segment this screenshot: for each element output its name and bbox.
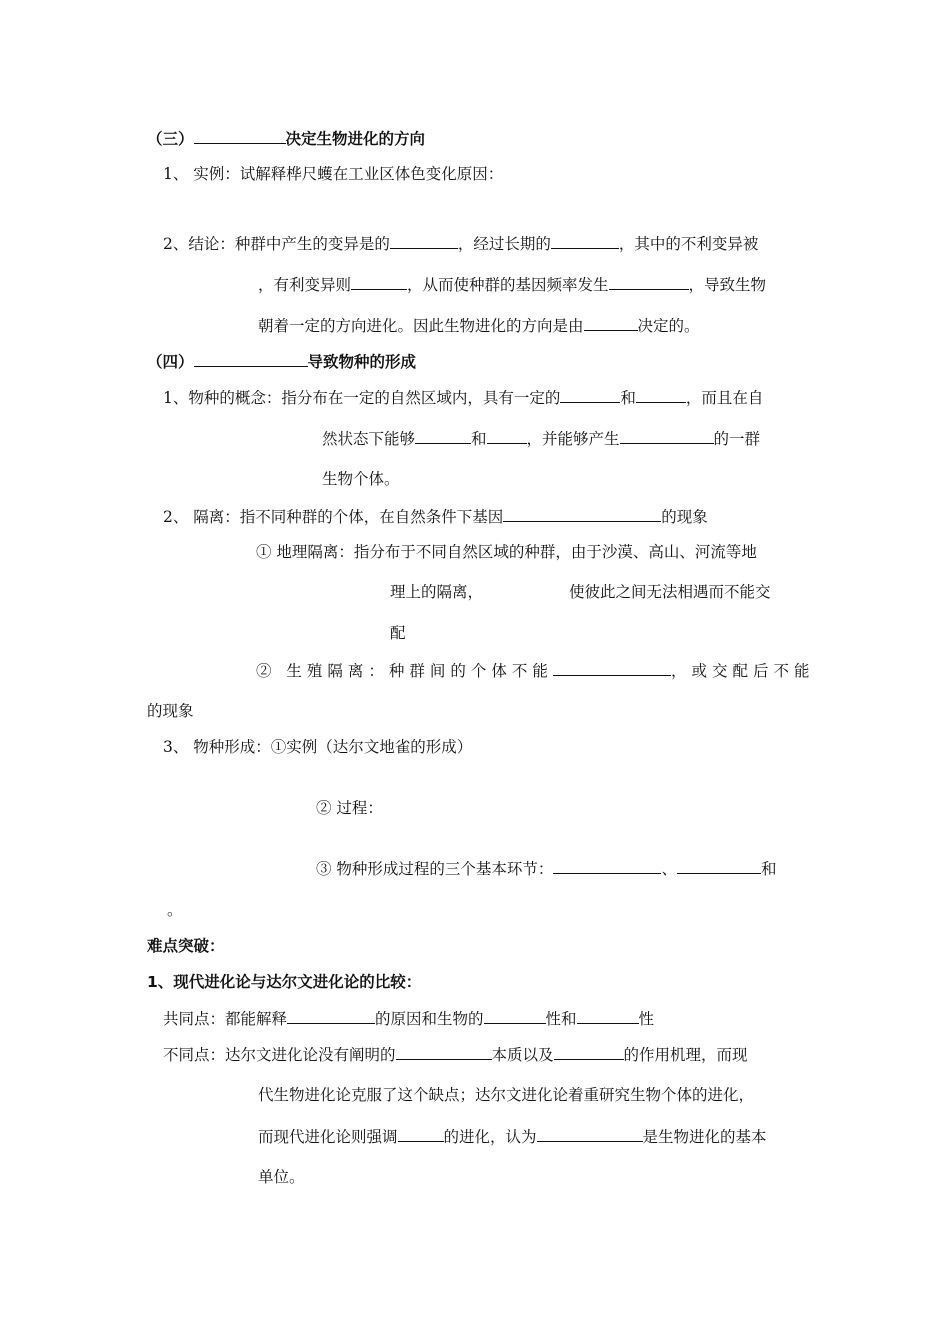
section-3-title: 决定生物进化的方向: [285, 130, 426, 148]
text: ，经过长期的: [457, 235, 551, 253]
s3-item-2-line-2: [258, 274, 766, 295]
text: ，导致生物: [688, 276, 767, 294]
text: ，其中的不利变异被: [618, 235, 759, 253]
text: 朝着一定的方向进化。因此生物进化的方向是由: [258, 317, 584, 335]
diff-points-line-3: [258, 1126, 767, 1147]
text: 的进化，认为: [443, 1128, 537, 1146]
text: ，或交配后不能: [670, 662, 815, 680]
blank: [484, 1008, 546, 1024]
text: 的现象: [661, 508, 708, 526]
blank: [398, 1126, 444, 1142]
text: 然状态下能够: [322, 430, 416, 448]
blank: [396, 1044, 492, 1060]
blank: [487, 428, 527, 444]
blank: [194, 351, 308, 367]
text: 的作用机理，而现: [623, 1046, 748, 1064]
section-4-number: （四）: [147, 353, 194, 371]
blank: [554, 1044, 624, 1060]
common-points: [163, 1008, 654, 1029]
s4-item-3-steps: [316, 858, 776, 879]
section-4-title: 导致物种的形成: [307, 353, 417, 371]
text: ，并能够产生: [526, 430, 620, 448]
blank: [551, 233, 619, 249]
text: ，而且在自: [685, 389, 764, 407]
text: 理上的隔离，: [390, 583, 484, 601]
s4-item-1-line-3: 生物个体。: [322, 470, 400, 488]
blank: [415, 428, 471, 444]
blank: [677, 858, 761, 874]
text: 和: [760, 860, 777, 878]
text: ，从而使种群的基因频率发生: [407, 276, 609, 294]
blank: [503, 506, 661, 522]
blank: [609, 274, 689, 290]
s3-item-2-line-1: [163, 233, 758, 254]
comparison-heading: 1、现代进化论与达尔文进化论的比较：: [147, 973, 422, 991]
s4-item-1-line-2: [322, 428, 760, 449]
text: 性: [638, 1010, 655, 1028]
blank: [636, 387, 686, 403]
text: 本质以及: [491, 1046, 554, 1064]
text: ② 生殖隔离：种群间的个体不能: [256, 662, 553, 680]
text: 不同点：达尔文进化论没有阐明的: [163, 1046, 396, 1064]
text: 1、物种的概念：指分布在一定的自然区域内，具有一定的: [163, 389, 561, 407]
text: 、: [661, 860, 677, 878]
geo-isolation-line-3: 配: [390, 624, 406, 642]
s4-item-3-process: ② 过程：: [316, 799, 383, 817]
blank: [560, 387, 620, 403]
text: 和: [620, 389, 636, 407]
text: 而现代进化论则强调: [258, 1128, 398, 1146]
text: 和: [471, 430, 487, 448]
blank: [553, 858, 661, 874]
diff-points-line-2: 代生物进化论克服了这个缺点；达尔文进化论着重研究生物个体的进化，: [258, 1086, 755, 1104]
s4-item-1-line-1: [163, 387, 763, 408]
blank: [194, 128, 286, 144]
text: 的一群: [713, 430, 761, 448]
section-3-heading: [147, 128, 425, 149]
s4-item-3: 3、 物种形成：①实例（达尔文地雀的形成）: [163, 738, 473, 756]
s3-item-1: 1、 实例：试解释桦尺蠖在工业区体色变化原因：: [163, 165, 504, 183]
section-3-number: （三）: [147, 130, 194, 148]
s4-item-2: [163, 506, 708, 527]
text: ③ 物种形成过程的三个基本环节：: [316, 860, 554, 878]
diff-points-line-1: [163, 1044, 748, 1065]
text: 决定的。: [637, 317, 700, 335]
text: 2、 隔离：指不同种群的个体，在自然条件下基因: [163, 508, 504, 526]
s4-item-3-end: 。: [167, 901, 183, 919]
blank: [390, 233, 458, 249]
blank: [620, 428, 714, 444]
blank: [287, 1008, 375, 1024]
blank: [351, 274, 407, 290]
rep-isolation-line-1: [256, 660, 814, 681]
text: ，有利变异则: [258, 276, 352, 294]
blank: [584, 315, 638, 331]
section-4-heading: [147, 351, 416, 372]
blank: [537, 1126, 643, 1142]
text: 共同点：都能解释: [163, 1010, 288, 1028]
text: 的原因和生物的: [375, 1010, 484, 1028]
s3-item-2-line-3: [258, 315, 700, 336]
rep-isolation-line-2: 的现象: [147, 702, 194, 720]
text: 是生物进化的基本: [642, 1128, 767, 1146]
geo-isolation-line-2: [390, 582, 771, 602]
blank: [553, 660, 671, 676]
text: 使彼此之间无法相遇而不能交: [569, 583, 771, 601]
geo-isolation-line-1: ① 地理隔离：指分布于不同自然区域的种群，由于沙漠、高山、河流等地: [256, 543, 757, 561]
blank: [577, 1008, 639, 1024]
diff-points-line-4: 单位。: [258, 1168, 305, 1186]
text: 性和: [545, 1010, 577, 1028]
difficulty-heading: 难点突破：: [147, 937, 225, 955]
text: 2、结论：种群中产生的变异是的: [163, 235, 390, 253]
